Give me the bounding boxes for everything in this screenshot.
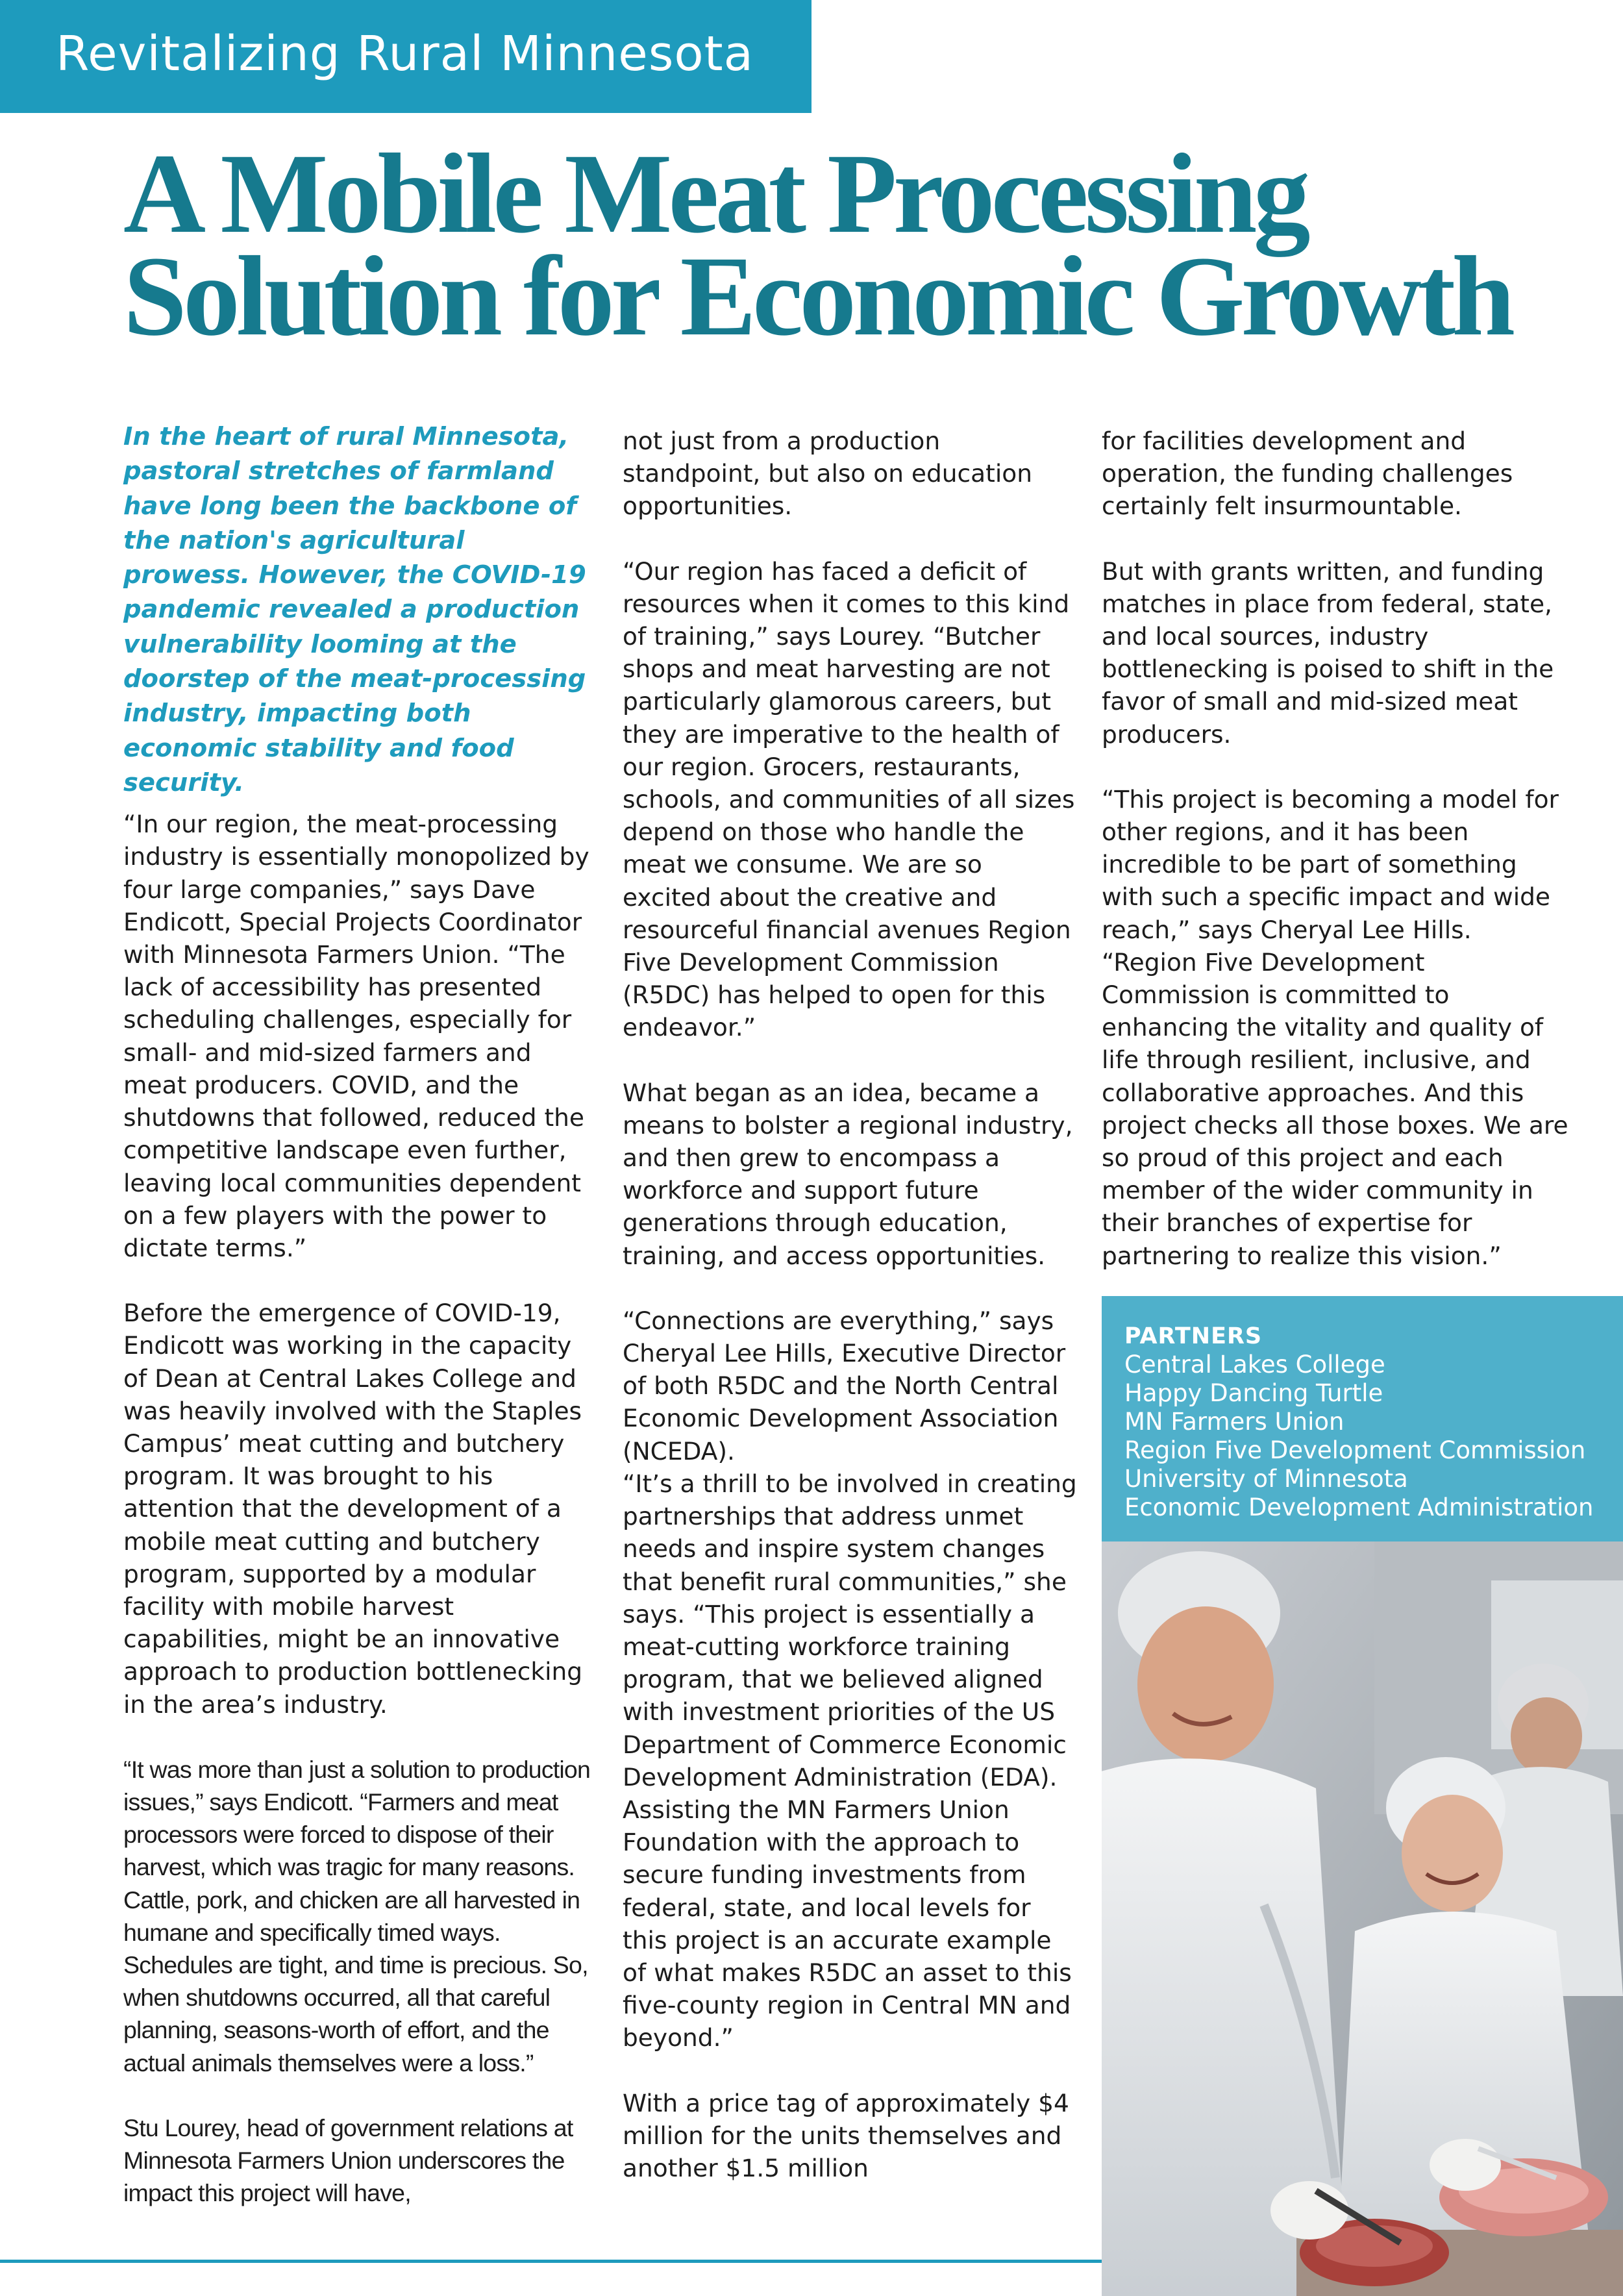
- paragraph: “This project is becoming a model for other regions, and it has been incredible to be part of something with such a specific impact and wide reach,” says Cheryal Lee Hills. “Region Five Development Commission is committed to enhancing the vitality and quality of life through resilient, inclusive, and collaborative approaches. And this project checks all those boxes. We are so proud of this project and each member of the wider community in their branches of expertise for partnering to realize this vision.”: [1102, 784, 1568, 1270]
- partner-item: Region Five Development Commission: [1124, 1436, 1586, 1464]
- paragraph: Stu Lourey, head of government relations at Minnesota Farmers Union underscores the impact this project will have,: [123, 2114, 573, 2207]
- partners-box: [1102, 1296, 1623, 1541]
- section-label: Revitalizing Rural Minnesota: [56, 26, 754, 82]
- paragraph: “It’s a thrill to be involved in creating partnerships that address unmet needs and inspire system changes that benefit rural communities,” she says. “This project is essentially a meat-cutting workforce training program, that we believed aligned with investment priorities of the US Department of Commerce Economic Development Administration (EDA). Assisting the MN Farmers Union Foundation with the approach to secure funding investments from federal, state, and local levels for this project is an accurate example of what makes R5DC an asset to this five-county region in Central MN and beyond.”: [623, 1469, 1077, 2053]
- paragraph: “Connections are everything,” says Cheryal Lee Hills, Executive Director of both R5DC and the North Central Economic Development Association (NCEDA).: [623, 1306, 1066, 1466]
- partners-title: PARTNERS: [1124, 1323, 1263, 1349]
- paragraph: not just from a production standpoint, but also on education opportunities.: [623, 427, 1032, 521]
- article-lede: In the heart of rural Minnesota, pastoral stretches of farmland have long been the backbone of the nation's agricultural prowess. However, the COVID-19 pandemic revealed a production vulnerability looming at the doorstep of the meat-processing industry, impacting both economic stability and food security.: [123, 422, 586, 797]
- footer-rule: [0, 2260, 1102, 2263]
- paragraph: “Our region has faced a deficit of resources when it comes to this kind of training,” says Lourey. “Butcher shops and meat harvesting are not particularly glamorous careers, but they are imperative to the health of our region. Grocers, restaurants, schools, and communities of all sizes depend on those who handle the meat we consume. We are so excited about the creative and resourceful financial avenues Region Five Development Commission (R5DC) has helped to open for this endeavor.”: [623, 556, 1075, 1042]
- butchers-photo: [1102, 1541, 1623, 2296]
- section-banner: [0, 0, 812, 113]
- paragraph: “It was more than just a solution to production issues,” says Endicott. “Farmers and meat processors were forced to dispose of their harvest, which was tragic for many reasons. Cattle, pork, and chicken are all harvested in humane and specifically timed ways. Schedules are tight, and time is precious. So, when shutdowns occurred, all that careful planning, seasons-worth of effort, and the actual animals themselves were a loss.”: [123, 1755, 591, 2077]
- paragraph: for facilities development and operation, the funding challenges certainly felt insurmountable.: [1102, 427, 1513, 521]
- article-title: [123, 131, 1552, 360]
- paragraph: What began as an idea, became a means to bolster a regional industry, and then grew to encompass a workforce and support future generations through education, training, and access opportunities.: [623, 1078, 1073, 1270]
- paragraph: With a price tag of approximately $4 million for the units themselves and another $1.5 million: [623, 2088, 1069, 2182]
- paragraph: But with grants written, and funding matches in place from federal, state, and local sources, industry bottlenecking is poised to shift in the favor of small and mid-sized meat producers.: [1102, 556, 1554, 749]
- column-2: [623, 425, 1077, 2184]
- partner-item: University of Minnesota: [1124, 1465, 1408, 1493]
- title-line-1: A Mobile Meat Processing: [123, 131, 1307, 257]
- butchers-cutting-meat-photo-icon: [1102, 1541, 1623, 2296]
- partner-item: Happy Dancing Turtle: [1124, 1379, 1383, 1407]
- partner-item: MN Farmers Union: [1124, 1408, 1344, 1436]
- paragraph: “In our region, the meat-processing industry is essentially monopolized by four large companies,” says Dave Endicott, Special Projects Coordinator with Minnesota Farmers Union. “The lack of accessibility has presented scheduling challenges, especially for small- and mid-sized farmers and meat producers. COVID, and the shutdowns that followed, reduced the competitive landscape even further, leaving local communities dependent on a few players with the power to dictate terms.”: [123, 810, 589, 1262]
- partner-item: Central Lakes College: [1124, 1351, 1385, 1379]
- partner-item: Economic Development Administration: [1124, 1493, 1594, 1521]
- paragraph: Before the emergence of COVID-19, Endicott was working in the capacity of Dean at Central Lakes College and was heavily involved with the Staples Campus’ meat cutting and butchery program. It was brought to his attention that the development of a mobile meat cutting and butchery program, supported by a modular facility with mobile harvest capabilities, might be an innovative approach to production bottlenecking in the area’s industry.: [123, 1299, 583, 1719]
- title-line-2: Solution for Economic Growth: [123, 233, 1512, 360]
- column-3: [1102, 425, 1569, 1272]
- column-1: [123, 419, 591, 2209]
